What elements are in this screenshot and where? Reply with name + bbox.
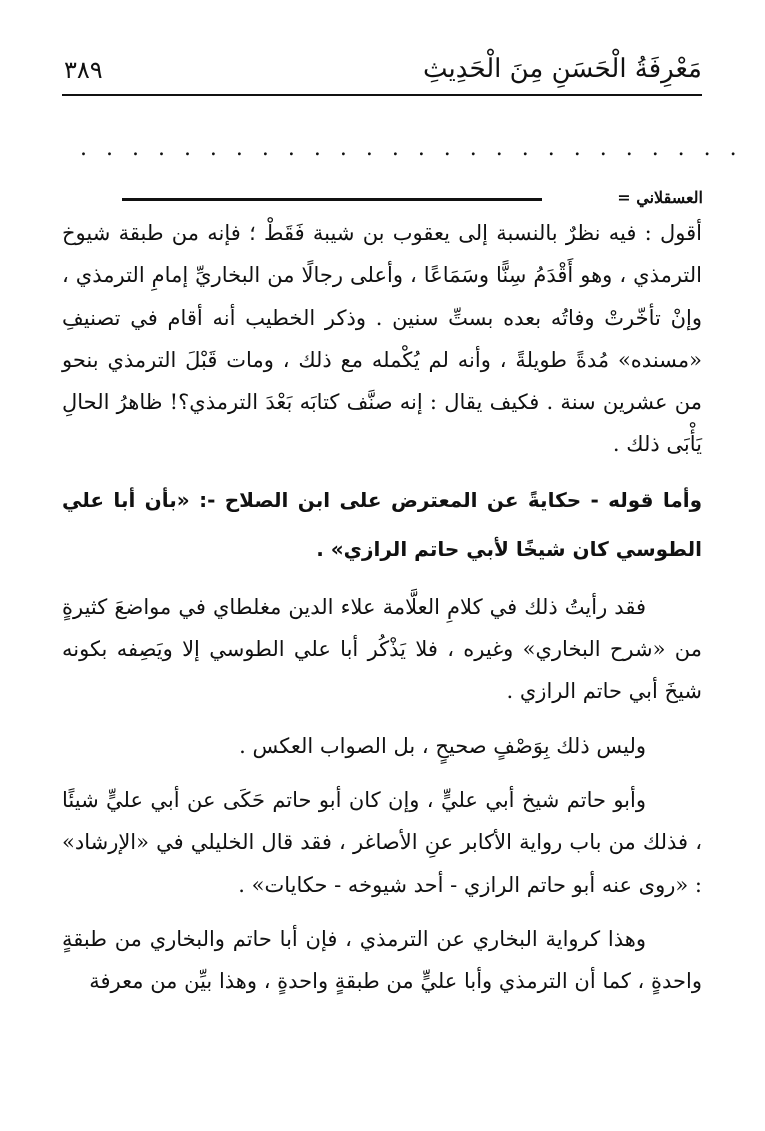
header-rule bbox=[62, 94, 702, 96]
paragraph-1: أقول : فيه نظرٌ بالنسبة إلى يعقوب بن شيبة فَقَطْ ؛ فإنه من طبقة شيوخ الترمذي ، وهو أَقْدَمُ سِنًّا وسَمَاعًا ، وأعلى رجالًا من البخاريِّ إمامِ الترمذي ، وإنْ تأخّرتْ وفاتُه بعده بستِّ سنين . وذكر الخطيب أنه أقام في تصنيفِ «مسنده» مُدةً طويلةً ، وأنه لم يُكْمله مع ذلك ، ومات قَبْلَ الترمذي بنحو من عشرين سنة . فكيف يقال : إنه صنَّف كتابَه بَعْدَ الترمذي؟! ظاهرُ الحالِ يَأْبَى ذلك . bbox=[62, 221, 702, 457]
page-body bbox=[62, 212, 702, 1002]
paragraph-2-quotation: وأما قوله - حكايةً عن المعترض على ابن الصلاح -: «بأن أبا علي الطوسي كان شيخًا لأبي حاتم الرازي» . bbox=[62, 487, 702, 561]
page-header bbox=[62, 52, 702, 92]
paragraph-5: وأبو حاتم شيخ أبي عليٍّ ، وإن كان أبو حاتم حَكَى عن أبي عليٍّ شيئًا ، فذلك من باب رواية الأكابر عنِ الأصاغر ، فقد قال الخليلي في «الإرشاد» : «روى عنه أبو حاتم الرازي - أحد شيوخه - حكايات» . bbox=[62, 787, 702, 897]
paragraph-6: وهذا كرواية البخاري عن الترمذي ، فإن أبا حاتم والبخاري من طبقةٍ واحدةٍ ، كما أن الترمذي وأبا عليٍّ من طبقةٍ واحدةٍ ، وهذا بيِّن من معرفة bbox=[62, 926, 702, 994]
footnote-label: العسقلاني = bbox=[617, 188, 703, 207]
paragraph-4: وليس ذلك بِوَصْفٍ صحيحٍ ، بل الصواب العكس . bbox=[239, 733, 646, 758]
page-number: ٣٨٩ bbox=[64, 56, 103, 84]
running-title: مَعْرِفَةُ الْحَسَنِ مِنَ الْحَدِيثِ bbox=[423, 54, 702, 84]
footnote-rule bbox=[122, 198, 542, 201]
dotted-separator: . . . . . . . . . . . . . . . . . . . . . . . . . . bbox=[80, 136, 743, 161]
paragraph-3: فقد رأيتُ ذلك في كلامِ العلَّامة علاء الدين مغلطاي في مواضعَ كثيرةٍ من «شرح البخاري» وغيره ، فلا يَذْكُر أبا علي الطوسي إلا ويَصِفه بكونه شيخَ أبي حاتم الرازي . bbox=[62, 594, 702, 704]
